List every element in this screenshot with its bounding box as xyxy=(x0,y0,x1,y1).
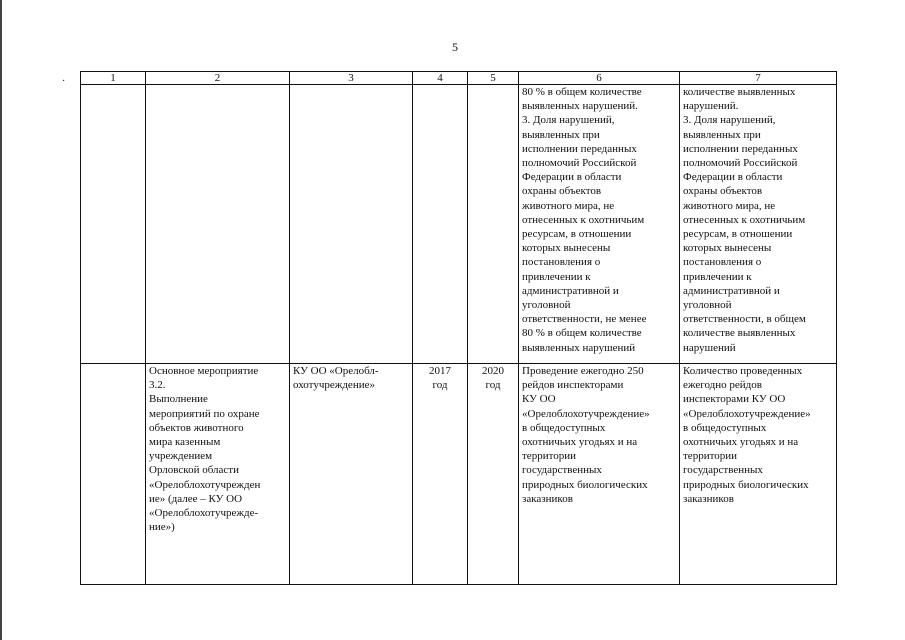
start-year-cell: 2017 год xyxy=(413,364,468,585)
table-row xyxy=(81,85,837,364)
table-cell xyxy=(468,85,519,364)
column-header: 1 xyxy=(81,72,146,85)
table-cell xyxy=(81,364,146,585)
executor-cell: КУ ОО «Орелобл- охотучреждение» xyxy=(290,364,413,585)
table-cell xyxy=(146,85,290,364)
column-header: 5 xyxy=(468,72,519,85)
table-cell xyxy=(290,85,413,364)
column-header: 4 xyxy=(413,72,468,85)
measure-name-cell: Основное мероприятие 3.2. Выполнение мероприятий по охране объектов животного мира казенным учреждением Орловской области «Орелоблохотучрежден ие» (далее – КУ ОО «Орелоблохотучрежде- ние») xyxy=(146,364,290,585)
column-header: 3 xyxy=(290,72,413,85)
column-header: 7 xyxy=(680,72,837,85)
column-header: 6 xyxy=(519,72,680,85)
table-cell xyxy=(81,85,146,364)
expected-result-cell: Проведение ежегодно 250 рейдов инспекторами КУ ОО «Орелоблохотучреждение» в общедоступных охотничьих угодьях и на территории государственных природных биологических заказников xyxy=(519,364,680,585)
measures-table xyxy=(80,71,837,585)
indicator-cell: Количество проведенных ежегодно рейдов инспекторами КУ ОО «Орелоблохотучреждение» в общедоступных охотничьих угодьях и на территории государственных природных биологических заказников xyxy=(680,364,837,585)
table-cell xyxy=(413,85,468,364)
page-number: 5 xyxy=(452,40,458,54)
indicator-cell: 80 % в общем количестве выявленных нарушений. 3. Доля нарушений, выявленных при исполнении переданных полномочий Российской Федерации в области охраны объектов животного мира, не отнесенных к охотничьим ресурсам, в отношении которых вынесены постановления о привлечении к административной и уголовной ответственности, не менее 80 % в общем количестве выявленных нарушений xyxy=(519,85,680,364)
table-header-row xyxy=(81,72,837,85)
end-year-cell: 2020 год xyxy=(468,364,519,585)
table-row xyxy=(81,364,837,585)
indicator-cell: количестве выявленных нарушений. 3. Доля нарушений, выявленных при исполнении переданных полномочий Российской Федерации в области охраны объектов животного мира, не отнесенных к охотничьим ресурсам, в отношении которых вынесены постановления о привлечении к административной и уголовной ответственности, в общем количестве выявленных нарушений xyxy=(680,85,837,364)
scan-left-edge xyxy=(0,0,2,640)
margin-mark: · xyxy=(62,76,66,87)
column-header: 2 xyxy=(146,72,290,85)
